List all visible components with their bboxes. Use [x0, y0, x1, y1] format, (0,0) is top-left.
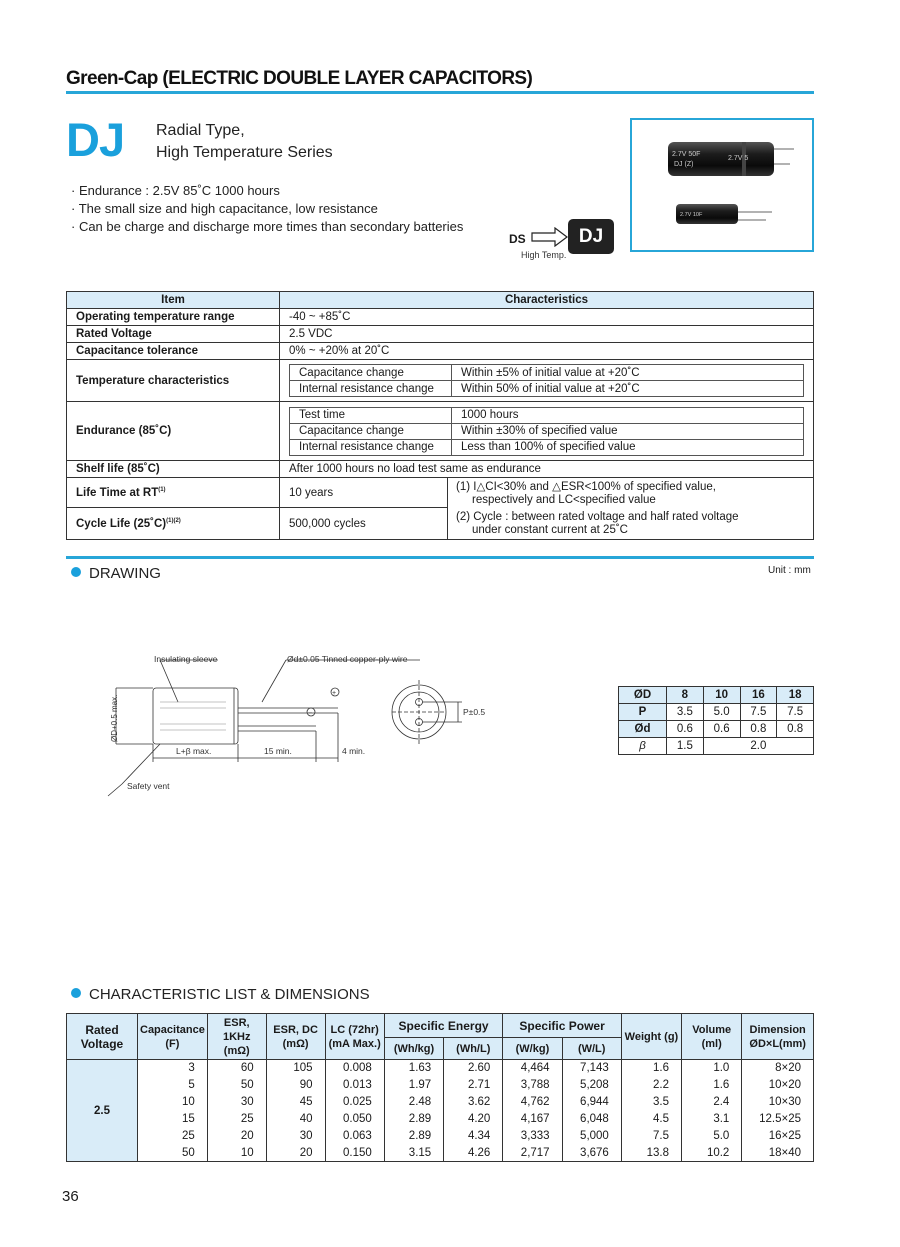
life-label-text: Life Time at RT: [76, 486, 159, 499]
table-cell: 30: [207, 1094, 266, 1111]
table-cell: 4.34: [444, 1128, 503, 1145]
table-cell: 3.15: [384, 1145, 443, 1162]
table-cell: 0.013: [325, 1077, 384, 1094]
table-cell: 5,000: [562, 1128, 621, 1145]
table-cell: 5: [138, 1077, 208, 1094]
minus-icon: −: [308, 710, 313, 717]
sub-value: Within ±30% of specified value: [452, 423, 804, 439]
dim-cell: 0.6: [703, 721, 740, 738]
cap-label: 2.7V 50F: [672, 151, 701, 158]
cap-label: 2.7V 5: [728, 155, 749, 162]
sub-label: Capacitance change: [290, 423, 452, 439]
col-capacitance: Capacitance (F): [138, 1014, 208, 1060]
table-cell: 10: [138, 1094, 208, 1111]
spec-label: Operating temperature range: [67, 309, 280, 326]
table-row: [67, 1060, 814, 1077]
spec-label: Temperature characteristics: [67, 360, 280, 402]
diameter-label: ØD+0.5 max.: [110, 694, 119, 742]
table-cell: 20: [266, 1145, 325, 1162]
dim-cell: 0.8: [740, 721, 777, 738]
table-cell: 60: [207, 1060, 266, 1077]
table-cell: 90: [266, 1077, 325, 1094]
table-cell: 3: [138, 1060, 208, 1077]
col-wh-l: (Wh/L): [444, 1038, 503, 1060]
dim-header: 10: [703, 687, 740, 704]
series-code: DJ: [66, 113, 125, 166]
table-cell: 0.150: [325, 1145, 384, 1162]
col-rated-voltage: Rated Voltage: [67, 1014, 138, 1060]
table-cell: 0.050: [325, 1111, 384, 1128]
endurance-subtable: [289, 407, 804, 456]
dim-header: 18: [777, 687, 814, 704]
sub-label: Internal resistance change: [290, 381, 452, 397]
unit-note: Unit : mm: [768, 565, 811, 576]
spec-label: Shelf life (85˚C): [67, 461, 280, 478]
table-row: [67, 1111, 814, 1128]
spec-value: 2.5 VDC: [280, 326, 814, 343]
table-cell: 10.2: [682, 1145, 742, 1162]
table-cell: 50: [138, 1145, 208, 1162]
spec-label: Rated Voltage: [67, 326, 280, 343]
capacitor-photo-graphic: [632, 120, 812, 250]
col-lc: LC (72hr) (mA Max.): [325, 1014, 384, 1060]
dim-cell: 5.0: [703, 704, 740, 721]
char-table-body: [67, 1060, 814, 1162]
table-cell: 18×40: [742, 1145, 814, 1162]
cycle-label-text: Cycle Life (25˚C): [76, 517, 167, 530]
spec-label: [67, 478, 280, 508]
table-cell: 25: [207, 1111, 266, 1128]
col-volume: Volume (ml): [682, 1014, 742, 1060]
spec-header-item: Item: [67, 292, 280, 309]
dimension-table: [618, 686, 814, 755]
dim-cell: 2.0: [703, 738, 813, 755]
table-cell: 1.6: [621, 1060, 681, 1077]
table-cell: 2.71: [444, 1077, 503, 1094]
lineage-from: DS: [509, 232, 526, 246]
col-w-l: (W/L): [562, 1038, 621, 1060]
note-line: respectively and LC<specified value: [472, 493, 656, 506]
table-row: [67, 1128, 814, 1145]
table-cell: 4.20: [444, 1111, 503, 1128]
table-cell: 4.26: [444, 1145, 503, 1162]
spec-value: 10 years: [280, 478, 448, 508]
col-wh-kg: (Wh/kg): [384, 1038, 443, 1060]
table-cell: 30: [266, 1128, 325, 1145]
section-rule: [66, 556, 814, 559]
cap-label: DJ (Z): [674, 161, 694, 168]
table-cell: 15: [138, 1111, 208, 1128]
col-esr-ac: ESR, 1KHz (mΩ): [207, 1014, 266, 1060]
table-cell: 25: [138, 1128, 208, 1145]
table-cell: 3.1: [682, 1111, 742, 1128]
table-row: [67, 1145, 814, 1162]
product-photo: [630, 118, 814, 252]
table-cell: 12.5×25: [742, 1111, 814, 1128]
table-cell: 3,676: [562, 1145, 621, 1162]
table-cell: 2.2: [621, 1077, 681, 1094]
feature-list: [71, 182, 463, 236]
spec-label: [67, 508, 280, 540]
note-line: under constant current at 25˚C: [472, 523, 628, 536]
note-line: (2) Cycle : between rated voltage and half rated voltage: [456, 510, 739, 523]
subtitle-line-1: Radial Type,: [156, 122, 245, 139]
table-cell: 1.0: [682, 1060, 742, 1077]
lineage-arrow-icon: [531, 227, 569, 247]
table-cell: 10×20: [742, 1077, 814, 1094]
feature-item: · The small size and high capacitance, low resistance: [71, 201, 378, 216]
table-cell: 45: [266, 1094, 325, 1111]
table-cell: 6,944: [562, 1094, 621, 1111]
feature-item: · Endurance : 2.5V 85˚C 1000 hours: [71, 183, 280, 198]
table-cell: 2.48: [384, 1094, 443, 1111]
subtitle-line-2: High Temperature Series: [156, 144, 333, 161]
table-cell: 4,464: [503, 1060, 562, 1077]
spec-value: 500,000 cycles: [280, 508, 448, 540]
col-esr-dc: ESR, DC (mΩ): [266, 1014, 325, 1060]
spec-label: Capacitance tolerance: [67, 343, 280, 360]
table-cell: 2.89: [384, 1111, 443, 1128]
dim-header: ØD: [619, 687, 667, 704]
table-cell: 105: [266, 1060, 325, 1077]
table-cell: 8×20: [742, 1060, 814, 1077]
spec-header-characteristics: Characteristics: [280, 292, 814, 309]
dim-row-label: β: [619, 738, 667, 755]
cap-label: 2.7V 10F: [680, 212, 703, 218]
dim-cell: 0.8: [777, 721, 814, 738]
table-cell: 0.008: [325, 1060, 384, 1077]
table-cell: 4,762: [503, 1094, 562, 1111]
dim-row-label: Ød: [619, 721, 667, 738]
table-cell: 5,208: [562, 1077, 621, 1094]
plus-icon: +: [332, 690, 337, 697]
spec-value: 0% ~ +20% at 20˚C: [280, 343, 814, 360]
table-cell: 6,048: [562, 1111, 621, 1128]
dim-row-label: P: [619, 704, 667, 721]
table-cell: 20: [207, 1128, 266, 1145]
safety-vent-label: Safety vent: [127, 781, 170, 791]
dim-cell: 0.6: [667, 721, 704, 738]
table-cell: 7,143: [562, 1060, 621, 1077]
page-number: 36: [62, 1188, 79, 1205]
table-cell: 16×25: [742, 1128, 814, 1145]
table-cell: 2,717: [503, 1145, 562, 1162]
lineage-note: High Temp.: [521, 250, 567, 260]
table-cell: 3,788: [503, 1077, 562, 1094]
table-cell: 10: [207, 1145, 266, 1162]
char-section-title: [71, 986, 370, 1003]
section-title-text: CHARACTERISTIC LIST & DIMENSIONS: [89, 986, 370, 1003]
footnote-ref: (1): [158, 486, 166, 493]
dim-cell: 1.5: [667, 738, 704, 755]
spec-label: Endurance (85˚C): [67, 402, 280, 461]
feature-item: · Can be charge and discharge more times than secondary batteries: [71, 219, 464, 234]
sub-label: Capacitance change: [290, 365, 452, 381]
table-cell: 7.5: [621, 1128, 681, 1145]
table-cell: 0.063: [325, 1128, 384, 1145]
dim-header: 16: [740, 687, 777, 704]
pitch-label: P±0.5: [463, 707, 486, 717]
lead-length-label: 15 min.: [264, 746, 292, 756]
col-weight: Weight (g): [621, 1014, 681, 1060]
table-cell: 4.5: [621, 1111, 681, 1128]
col-w-kg: (W/kg): [503, 1038, 562, 1060]
spec-value: After 1000 hours no load test same as endurance: [280, 461, 814, 478]
dim-cell: 7.5: [777, 704, 814, 721]
table-cell: 10×30: [742, 1094, 814, 1111]
capacitor-drawing: [100, 650, 510, 800]
table-row: [67, 1077, 814, 1094]
tail-length-label: 4 min.: [342, 746, 366, 756]
spec-value: -40 ~ +85˚C: [280, 309, 814, 326]
dim-cell: 7.5: [740, 704, 777, 721]
lineage-to-badge: DJ: [568, 219, 614, 254]
table-cell: 50: [207, 1077, 266, 1094]
table-cell: 3.62: [444, 1094, 503, 1111]
spec-table: [66, 291, 814, 540]
sub-value: Less than 100% of specified value: [452, 439, 804, 455]
table-cell: 40: [266, 1111, 325, 1128]
col-specific-energy: Specific Energy: [384, 1014, 503, 1038]
table-cell: 1.97: [384, 1077, 443, 1094]
bullet-icon: [71, 988, 81, 998]
large-capacitor: [668, 142, 774, 176]
sub-value: 1000 hours: [452, 407, 804, 423]
note-line: (1) I△CI<30% and △ESR<100% of specified value,: [456, 480, 716, 493]
table-cell: 0.025: [325, 1094, 384, 1111]
wire-label: Ød±0.05 Tinned copper-ply wire: [287, 654, 408, 664]
title-rule: [66, 91, 814, 94]
table-cell: 4,167: [503, 1111, 562, 1128]
table-cell: 5.0: [682, 1128, 742, 1145]
table-cell: 2.4: [682, 1094, 742, 1111]
sub-value: Within ±5% of initial value at +20˚C: [452, 365, 804, 381]
series-subtitle: [156, 120, 333, 164]
table-cell: 2.89: [384, 1128, 443, 1145]
table-cell: 2.60: [444, 1060, 503, 1077]
table-cell: 3.5: [621, 1094, 681, 1111]
length-label: L+β max.: [176, 746, 212, 756]
table-cell: 3,333: [503, 1128, 562, 1145]
sub-label: Internal resistance change: [290, 439, 452, 455]
sleeve-label: Insulating sleeve: [154, 654, 218, 664]
col-specific-power: Specific Power: [503, 1014, 622, 1038]
bullet-icon: [71, 567, 81, 577]
temp-char-subtable: [289, 364, 804, 397]
col-dimension: Dimension ØD×L(mm): [742, 1014, 814, 1060]
rated-voltage-cell: 2.5: [67, 1060, 138, 1162]
section-title-text: DRAWING: [89, 565, 161, 582]
footnote-ref: (1)(2): [166, 517, 181, 524]
sub-label: Test time: [290, 407, 452, 423]
table-row: [67, 1094, 814, 1111]
table-cell: 1.6: [682, 1077, 742, 1094]
sub-value: Within 50% of initial value at +20˚C: [452, 381, 804, 397]
table-cell: 13.8: [621, 1145, 681, 1162]
dim-header: 8: [667, 687, 704, 704]
drawing-section-title: [71, 565, 161, 582]
table-cell: 1.63: [384, 1060, 443, 1077]
footnotes: [448, 478, 814, 540]
characteristic-table: [66, 1013, 814, 1162]
page-title: Green-Cap (ELECTRIC DOUBLE LAYER CAPACITORS): [66, 68, 533, 89]
dim-cell: 3.5: [667, 704, 704, 721]
